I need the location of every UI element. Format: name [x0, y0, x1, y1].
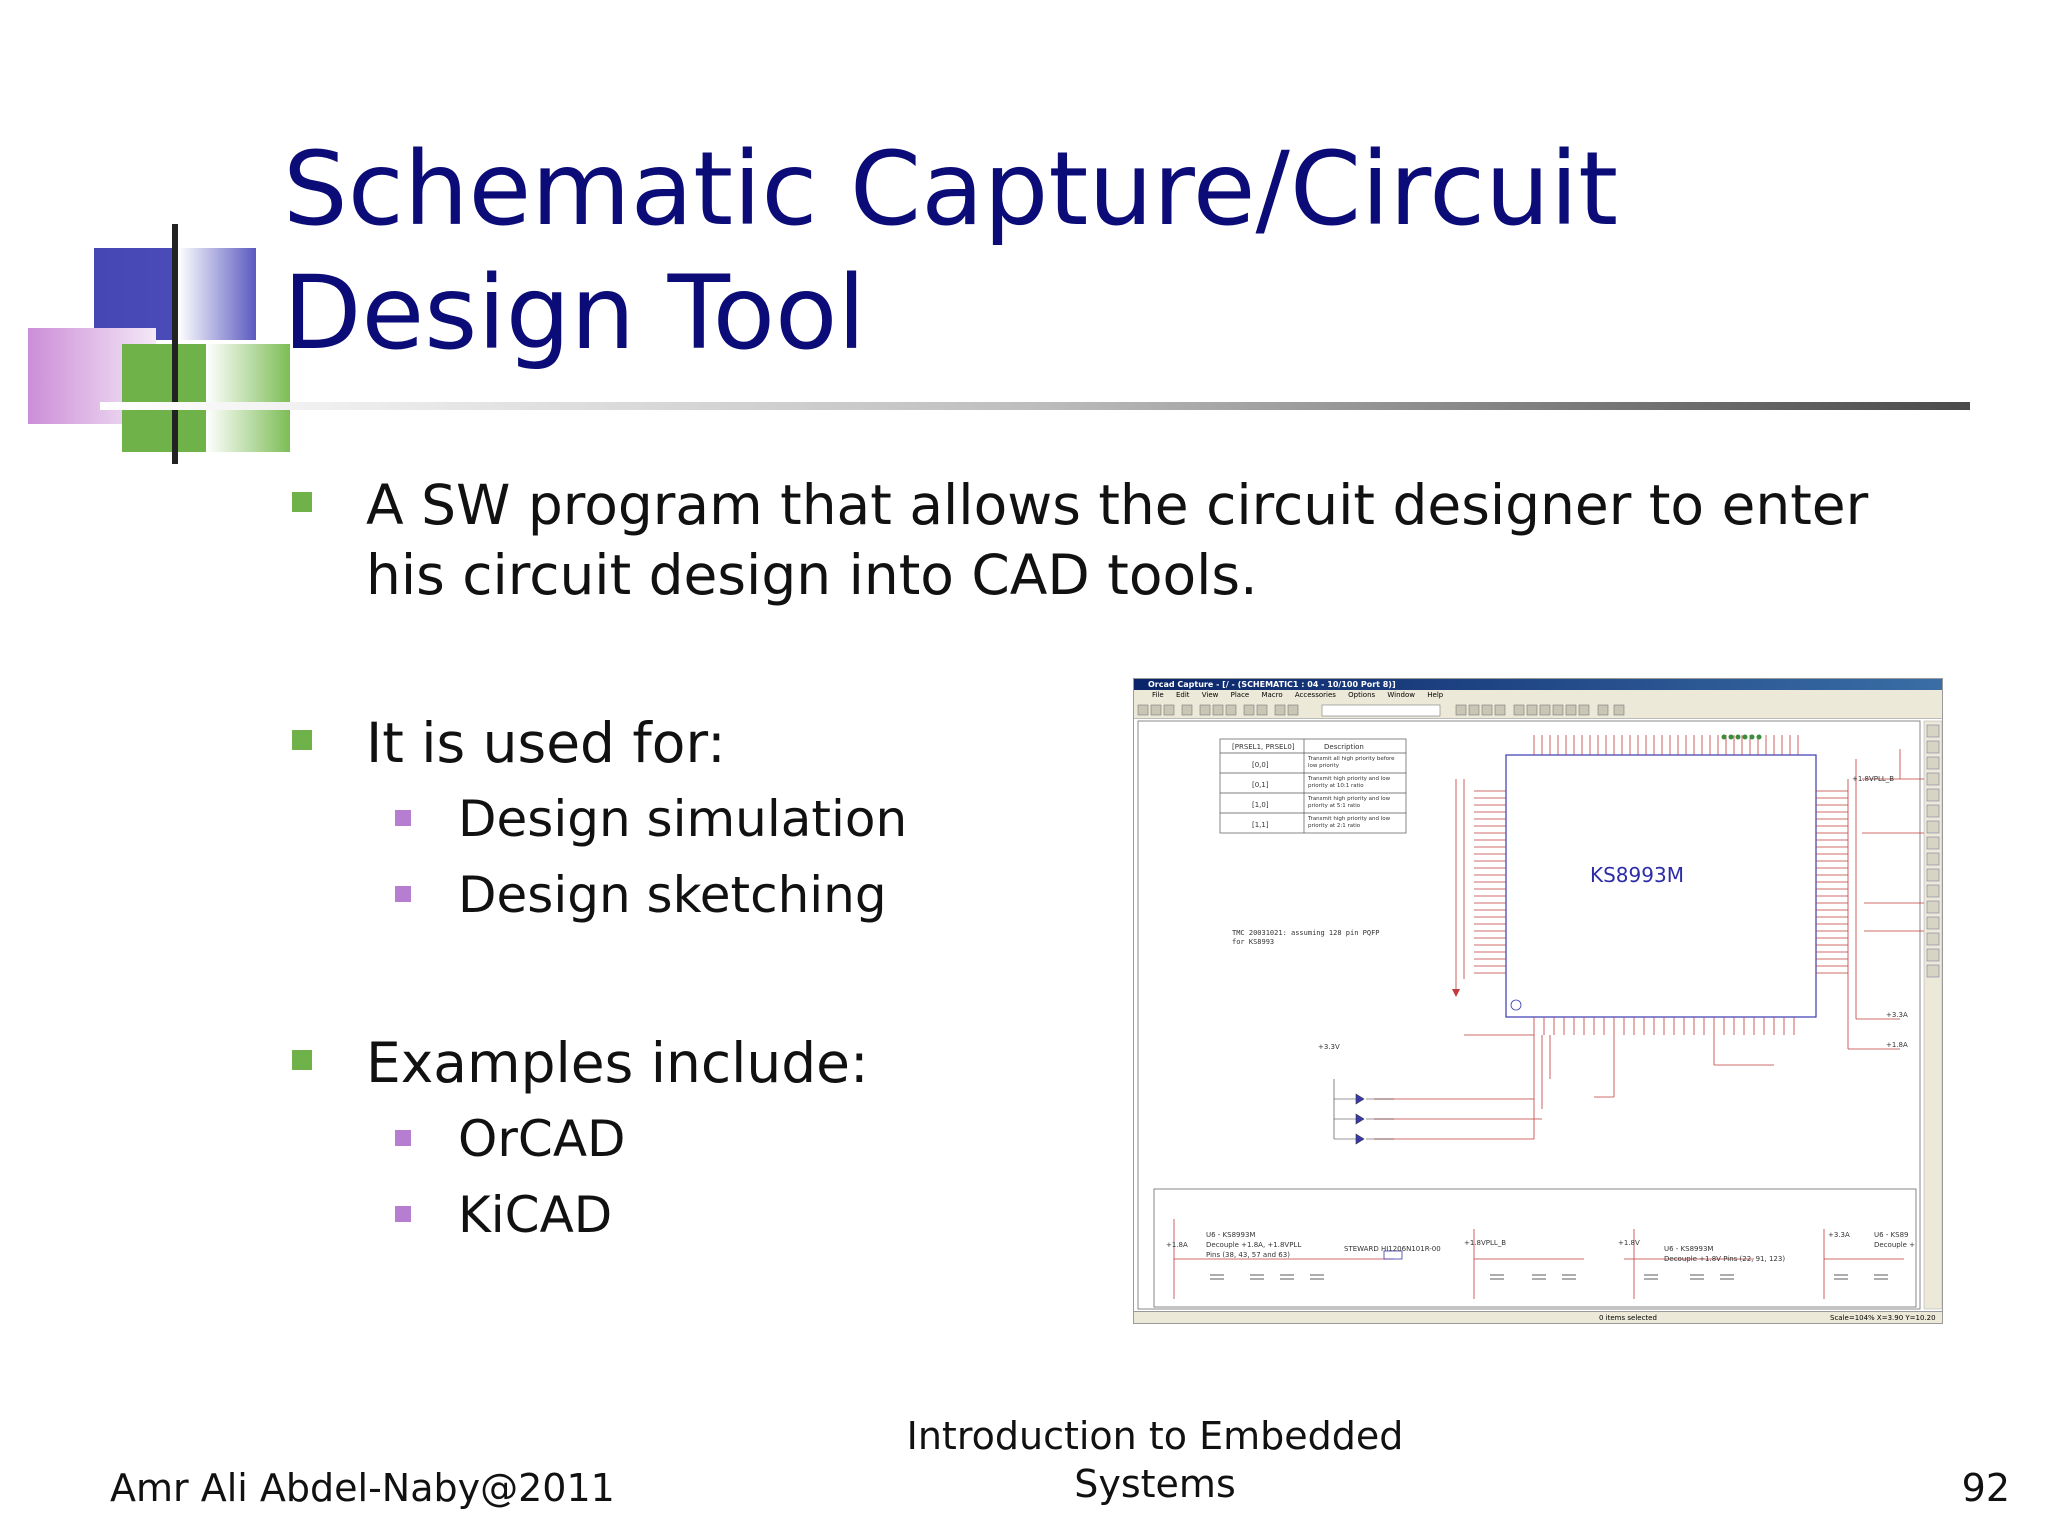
subbullet-marker	[395, 810, 411, 826]
orcad-screenshot	[1133, 678, 1943, 1324]
footer-course: Introduction to Embedded Systems	[906, 1414, 1404, 1506]
bottom-label: +1.8A	[1166, 1241, 1188, 1249]
title-rule	[100, 402, 1970, 410]
deco-square-green-fade	[206, 344, 290, 452]
slide-title: Schematic Capture/Circuit Design Tool	[283, 130, 1619, 373]
orcad-statusbar	[1134, 1311, 1943, 1324]
bullet-marker	[292, 730, 312, 750]
footer-author: Amr Ali Abdel-Naby@2011	[110, 1466, 615, 1510]
status-coordinates: Scale=104% X=3.90 Y=10.20	[1830, 1314, 1936, 1322]
bottom-label: Decouple +1.8V Pins (22, 91, 123)	[1664, 1255, 1786, 1263]
bullet-1: A SW program that allows the circuit designer to enter his circuit design into CAD tools.	[366, 473, 1869, 607]
design-note: TMC 20031021: assuming 128 pin PQFP for KS8993	[1232, 929, 1380, 946]
subbullet-2-2: Design sketching	[458, 866, 887, 924]
bullet-2: It is used for:	[366, 711, 726, 775]
footer-page-number: 92	[1961, 1466, 2010, 1510]
subbullet-marker	[395, 1130, 411, 1146]
power-label: +1.8A	[1886, 1041, 1908, 1049]
status-selection: 0 items selected	[1599, 1314, 1657, 1322]
power-label: +1.8VPLL_B	[1852, 775, 1895, 783]
deco-square-blue-fade	[178, 248, 256, 340]
toolbar-icons	[1134, 701, 1943, 719]
bottom-label: Decouple +	[1874, 1241, 1916, 1249]
bullet-3: Examples include:	[366, 1031, 869, 1095]
table-cell: Transmit all high priority before low priority	[1308, 756, 1395, 769]
deco-vertical-line	[172, 224, 178, 464]
bottom-label: U6 - KS8993M	[1206, 1231, 1256, 1239]
menu-accessories: Accessories	[1294, 691, 1336, 699]
deco-square-blue	[94, 248, 174, 340]
table-cell: [0,0]	[1252, 761, 1269, 769]
subbullet-marker	[395, 1206, 411, 1222]
bottom-label: +3.3A	[1828, 1231, 1850, 1239]
subbullet-marker	[395, 886, 411, 902]
deco-square-green	[122, 344, 206, 452]
subbullet-3-1: OrCAD	[458, 1110, 626, 1168]
power-label: +3.3V	[1318, 1043, 1340, 1051]
orcad-toolbar	[1134, 701, 1943, 719]
menu-macro: Macro	[1261, 691, 1283, 699]
table-cell: [0,1]	[1252, 781, 1269, 789]
subbullet-3-2: KiCAD	[458, 1186, 613, 1244]
bottom-label: U6 - KS8993M	[1664, 1245, 1714, 1253]
bottom-label: +1.8VPLL_B	[1464, 1239, 1507, 1247]
bottom-label: +1.8V	[1618, 1239, 1640, 1247]
bottom-label: Pins (38, 43, 57 and 63)	[1206, 1251, 1290, 1259]
menu-window: Window	[1387, 691, 1416, 699]
bottom-label: Decouple +1.8A, +1.8VPLL	[1206, 1241, 1302, 1249]
orcad-window-title: Orcad Capture - [/ - (SCHEMATIC1 : 04 - 10/100 Port 8)]	[1134, 679, 1943, 690]
table-cell: Transmit high priority and low priority at 5:1 ratio	[1308, 796, 1391, 809]
menu-view: View	[1201, 691, 1219, 699]
table-cell: Transmit high priority and low priority at 2:1 ratio	[1308, 816, 1391, 829]
menu-options: Options	[1348, 691, 1376, 699]
power-label: +3.3A	[1886, 1011, 1908, 1019]
orcad-menubar	[1134, 690, 1943, 701]
menu-edit: Edit	[1175, 691, 1190, 699]
table-cell: Transmit high priority and low priority at 10:1 ratio	[1308, 776, 1391, 789]
table-header-sel: [PRSEL1, PRSEL0]	[1232, 743, 1295, 751]
bottom-label: STEWARD HI1206N101R-00	[1344, 1245, 1441, 1253]
table-cell: [1,0]	[1252, 801, 1269, 809]
bottom-label: U6 - KS89	[1874, 1231, 1909, 1239]
menu-help: Help	[1427, 691, 1444, 699]
chip-label: KS8993M	[1590, 863, 1684, 887]
menu-file: File	[1152, 691, 1164, 699]
table-cell: [1,1]	[1252, 821, 1269, 829]
bullet-marker	[292, 1050, 312, 1070]
subbullet-2-1: Design simulation	[458, 790, 908, 848]
bullet-marker	[292, 492, 312, 512]
table-header-desc: Description	[1324, 743, 1364, 751]
menu-place: Place	[1230, 691, 1250, 699]
